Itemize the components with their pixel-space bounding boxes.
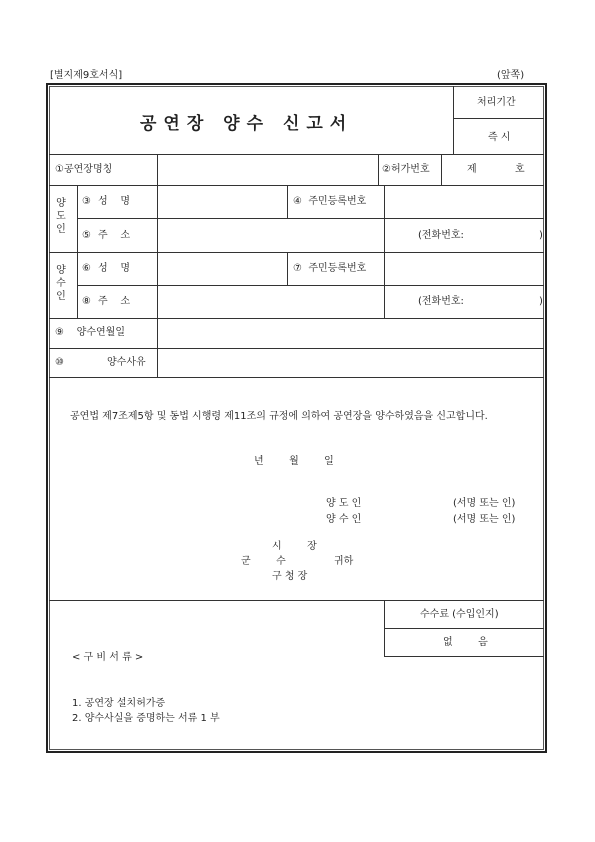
addressee-mayor: 시 장 xyxy=(272,541,317,552)
transferor-group-label: 양도인 xyxy=(56,198,66,235)
transferee-signature-note: (서명 또는 인) xyxy=(453,514,516,525)
transferee-name-field[interactable] xyxy=(159,254,285,283)
declaration-date: 년 월 일 xyxy=(254,456,334,467)
venue-name-label: ①공연장명칭 xyxy=(55,164,113,175)
addressee-county: 군 수 xyxy=(241,556,286,567)
permit-number-suffix: 호 xyxy=(515,164,525,175)
transferee-rrn-field[interactable] xyxy=(386,254,542,283)
transferee-name-label: 성 명 xyxy=(98,263,131,274)
transferee-address-num: ⑧ xyxy=(82,296,91,307)
transferee-group-label: 양수인 xyxy=(56,265,66,302)
transferee-address-label: 주 소 xyxy=(98,296,131,307)
form-number: [별지제9호서식] xyxy=(50,70,123,81)
addressee-honorific: 귀하 xyxy=(334,556,354,567)
transferor-name-label: 성 명 xyxy=(98,196,131,207)
transfer-reason-label: 양수사유 xyxy=(107,357,146,368)
transferor-address-num: ⑤ xyxy=(82,230,91,241)
transfer-reason-field[interactable] xyxy=(159,350,542,375)
transferee-phone-label: (전화번호: xyxy=(418,296,464,307)
fee-value: 없 음 xyxy=(443,637,488,648)
transferee-phone-field[interactable] xyxy=(470,289,536,315)
declaration-text: 공연법 제7조제5항 및 동법 시행령 제11조의 규정에 의하여 공연장을 양수하였음을 신고합니다. xyxy=(70,411,488,422)
documents-heading: < 구 비 서 류 > xyxy=(72,652,144,663)
fee-label: 수수료 (수입인지) xyxy=(420,609,499,620)
transferor-address-label: 주 소 xyxy=(98,230,131,241)
document-item-2: 2. 양수사실을 증명하는 서류 1 부 xyxy=(72,713,220,724)
transferor-phone-field[interactable] xyxy=(470,222,536,248)
transfer-date-label: ⑨ 양수연월일 xyxy=(55,327,125,338)
transferee-address-field[interactable] xyxy=(159,287,382,316)
transferor-signature-note: (서명 또는 인) xyxy=(453,498,516,509)
permit-number-field[interactable] xyxy=(478,156,512,183)
transferee-signer-label: 양 수 인 xyxy=(326,514,362,525)
processing-period-value: 즉 시 xyxy=(488,132,511,143)
permit-number-prefix: 제 xyxy=(467,164,477,175)
transferor-phone-label: (전화번호: xyxy=(418,230,464,241)
transferor-signer-label: 양 도 인 xyxy=(326,498,362,509)
addressee-district: 구 청 장 xyxy=(272,571,308,582)
transfer-reason-num: ⑩ xyxy=(55,357,64,368)
venue-name-field[interactable] xyxy=(159,156,376,183)
transferee-name-num: ⑥ xyxy=(82,263,91,274)
transferor-address-field[interactable] xyxy=(159,220,382,250)
permit-number-label: ②허가번호 xyxy=(382,164,430,175)
transferee-phone-close: ) xyxy=(539,296,543,307)
transferor-rrn-field[interactable] xyxy=(386,187,542,216)
transfer-date-field[interactable] xyxy=(159,320,542,346)
processing-period-label: 처리기간 xyxy=(477,97,516,108)
page-side-label: (앞쪽) xyxy=(497,70,525,81)
transferor-rrn-label: ④ 주민등록번호 xyxy=(293,196,367,207)
transferee-rrn-label: ⑦ 주민등록번호 xyxy=(293,263,367,274)
transferor-name-num: ③ xyxy=(82,196,91,207)
transferor-name-field[interactable] xyxy=(159,187,285,216)
form-title: 공연장 양수 신고서 xyxy=(140,114,354,134)
transferor-phone-close: ) xyxy=(539,230,543,241)
document-item-1: 1. 공연장 설치허가증 xyxy=(72,698,166,709)
